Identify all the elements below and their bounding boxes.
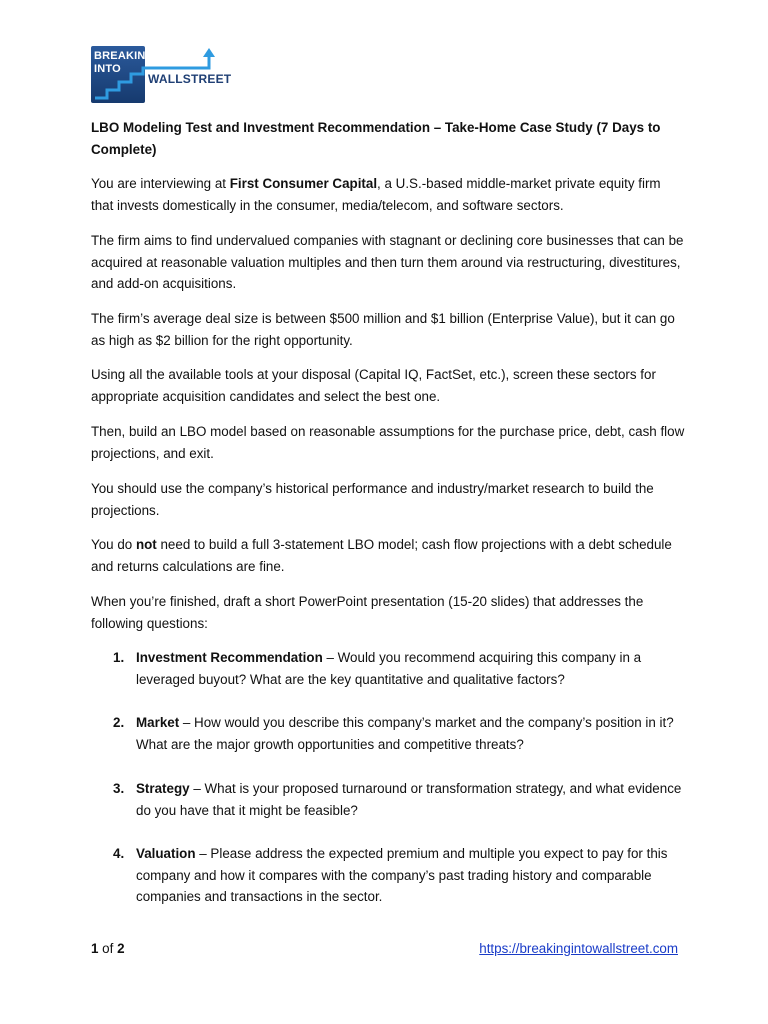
page-number — [91, 941, 125, 956]
question-text: – What is your proposed turnaround or transformation strategy, and what evidence do you have that it might be feasible? — [136, 781, 682, 818]
firm-name: First Consumer Capital — [229, 176, 378, 191]
lbo-model-paragraph: Then, build an LBO model based on reasonable assumptions for the purchase price, debt, cash flow projections, and exit. — [91, 424, 685, 461]
question-body — [136, 778, 684, 821]
scope-pre: You do — [91, 537, 136, 552]
question-number: 1. — [113, 650, 125, 665]
logo-line2: INTO — [94, 63, 121, 75]
page-total: 2 — [117, 941, 125, 956]
question-number: 4. — [113, 846, 125, 861]
question-number: 3. — [113, 781, 125, 796]
page-current: 1 — [91, 941, 99, 956]
question-body — [136, 647, 684, 690]
question-label: Market — [136, 715, 180, 730]
intro-post: , a U.S.-based middle-market private equity firm that invests domestically in the consumer, media/telecom, and software sectors. — [91, 176, 661, 213]
document-title: LBO Modeling Test and Investment Recommendation – Take-Home Case Study (7 Days to Complete) — [91, 120, 661, 157]
breaking-into-wallstreet-logo — [91, 46, 232, 104]
intro-paragraph — [91, 173, 686, 216]
question-text: – How would you describe this company’s market and the company’s position in it? What are the major growth opportunities and competitive threats? — [136, 715, 674, 752]
intro-pre: You are interviewing at — [91, 176, 230, 191]
presentation-paragraph: When you’re finished, draft a short PowerPoint presentation (15-20 slides) that addresses the following questions: — [91, 594, 644, 631]
model-scope-paragraph — [91, 534, 686, 577]
question-body — [136, 843, 684, 908]
page-of: of — [98, 941, 118, 956]
logo-line3: WALLSTREET — [148, 72, 232, 86]
screening-paragraph: Using all the available tools at your disposal (Capital IQ, FactSet, etc.), screen these sectors for appropriate acquisition candidates and select the best one. — [91, 367, 656, 404]
scope-post: need to build a full 3-statement LBO model; cash flow projections with a debt schedule and returns calculations are fine. — [91, 537, 672, 574]
question-label: Investment Recommendation — [136, 650, 323, 665]
strategy-paragraph: The firm aims to find undervalued companies with stagnant or declining core businesses that can be acquired at reasonable valuation multiples and then turn them around via restructuring, divestitures, and add-on acquisitions. — [91, 233, 684, 291]
deal-size-paragraph: The firm’s average deal size is between $500 million and $1 billion (Enterprise Value), but it can go as high as $2 billion for the right opportunity. — [91, 311, 675, 348]
question-number: 2. — [113, 715, 125, 730]
scope-emphasis: not — [135, 537, 157, 552]
projections-paragraph: You should use the company’s historical performance and industry/market research to build the projections. — [91, 481, 654, 518]
question-label: Valuation — [136, 846, 196, 861]
logo-line1: BREAKING — [94, 50, 155, 62]
question-text: – Would you recommend acquiring this company in a leveraged buyout? What are the key quantitative and qualitative factors? — [136, 650, 642, 687]
question-body — [136, 712, 684, 755]
website-link[interactable]: https://breakingintowallstreet.com — [479, 941, 678, 956]
question-text: – Please address the expected premium and multiple you expect to pay for this company and how it compares with the company’s past trading history and comparable companies and transactions in the sector. — [136, 846, 668, 904]
question-label: Strategy — [136, 781, 190, 796]
